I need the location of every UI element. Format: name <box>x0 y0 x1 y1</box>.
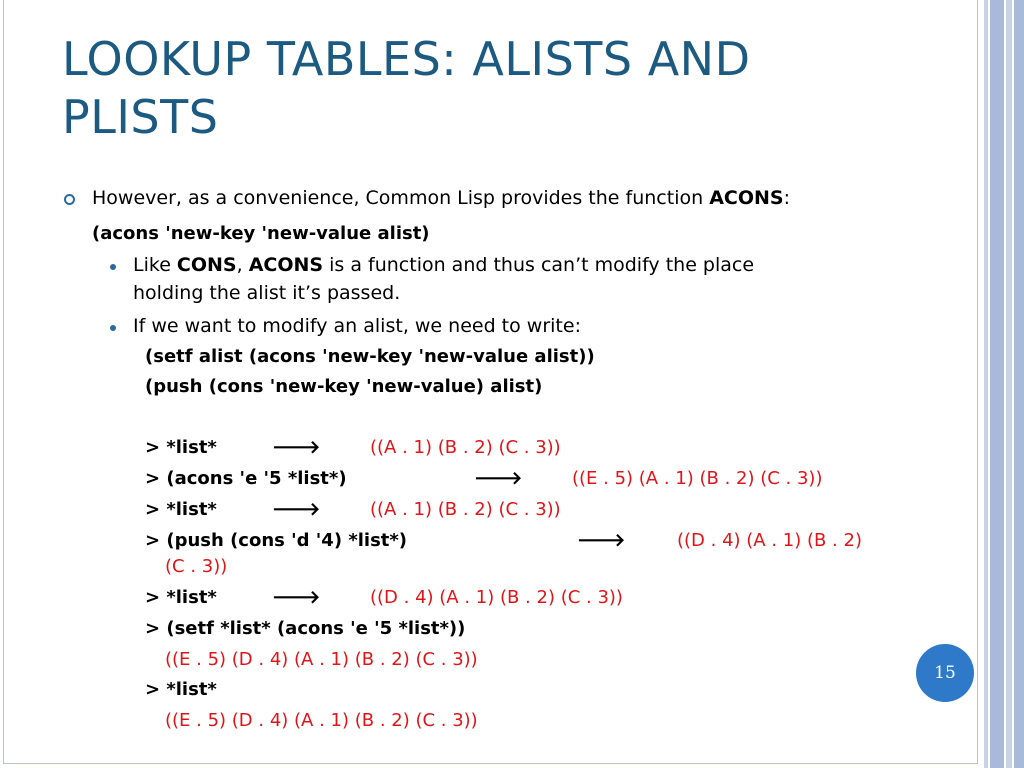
repl-output: ((E . 5) (A . 1) (B . 2) (C . 3)) <box>572 468 823 489</box>
decorative-bar <box>990 0 1004 768</box>
repl-input: > (push (cons 'd '4) *list*) <box>145 530 408 551</box>
bullet1-comma: , <box>236 254 249 276</box>
right-arrow-icon: 🡒 <box>272 437 321 458</box>
repl-output-continued: (C . 3)) <box>165 556 228 577</box>
bullet1-prefix: Like <box>133 254 177 276</box>
slide-title <box>62 30 942 146</box>
bullet1-rest: is a function and thus can’t modify the place <box>323 254 755 276</box>
intro-line <box>92 187 790 209</box>
decorative-bar <box>1014 0 1024 768</box>
bullet2-text: If we want to modify an alist, we need to write: <box>133 315 581 337</box>
repl-output: ((A . 1) (B . 2) (C . 3)) <box>370 499 561 520</box>
repl-output: ((D . 4) (A . 1) (B . 2) <box>677 530 862 551</box>
right-arrow-icon: 🡒 <box>474 468 523 489</box>
title-line-2: PLISTS <box>62 90 219 144</box>
decorative-bar <box>984 0 988 768</box>
acons-syntax: (acons 'new-key 'new-value alist) <box>92 223 430 244</box>
decorative-bar <box>1006 0 1012 768</box>
repl-output: ((E . 5) (D . 4) (A . 1) (B . 2) (C . 3)) <box>165 649 478 670</box>
repl-input: > *list* <box>145 499 217 520</box>
repl-input: > *list* <box>145 437 217 458</box>
bullet1-line1 <box>133 254 754 276</box>
repl-output: ((E . 5) (D . 4) (A . 1) (B . 2) (C . 3)) <box>165 710 478 731</box>
bullet-circle-icon <box>64 194 75 205</box>
bullet-dot-icon <box>110 325 116 331</box>
bullet1-acons: ACONS <box>248 254 324 276</box>
intro-acons: ACONS <box>709 187 784 209</box>
code-push: (push (cons 'new-key 'new-value) alist) <box>145 376 543 397</box>
bullet1-cons: CONS <box>176 254 237 276</box>
bullet-dot-icon <box>110 264 116 270</box>
slide-number-badge: 15 <box>916 644 974 702</box>
repl-output: ((A . 1) (B . 2) (C . 3)) <box>370 437 561 458</box>
intro-colon: : <box>783 187 790 209</box>
repl-input: > (acons 'e '5 *list*) <box>145 468 347 489</box>
intro-text: However, as a convenience, Common Lisp provides the function <box>92 187 710 209</box>
right-arrow-icon: 🡒 <box>272 499 321 520</box>
bullet1-line2: holding the alist it’s passed. <box>133 282 401 304</box>
repl-output: ((D . 4) (A . 1) (B . 2) (C . 3)) <box>370 587 623 608</box>
right-arrow-icon: 🡒 <box>272 587 321 608</box>
repl-input: > (setf *list* (acons 'e '5 *list*)) <box>145 618 466 639</box>
right-arrow-icon: 🡒 <box>577 530 626 551</box>
repl-input: > *list* <box>145 679 217 700</box>
title-line-1: LOOKUP TABLES: ALISTS AND <box>62 32 751 86</box>
repl-input: > *list* <box>145 587 217 608</box>
code-setf: (setf alist (acons 'new-key 'new-value alist)) <box>145 346 595 367</box>
